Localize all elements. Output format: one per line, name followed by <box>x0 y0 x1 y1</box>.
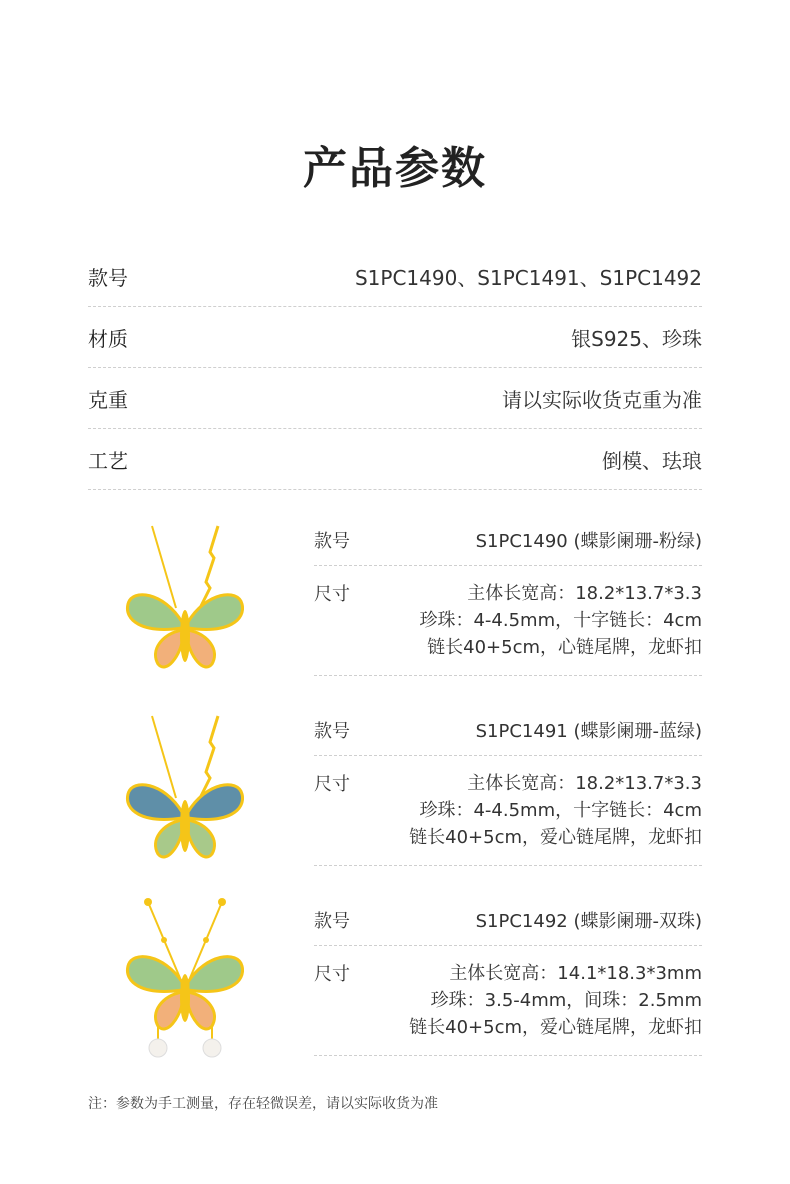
model-value: S1PC1491 (蝶影阑珊-蓝绿) <box>475 720 702 742</box>
product-card-1491 <box>88 702 702 888</box>
product-info <box>314 702 702 866</box>
model-row <box>314 892 702 946</box>
size-row <box>314 946 702 1056</box>
butterfly-necklace-image <box>124 512 244 698</box>
model-label: 款号 <box>314 720 350 742</box>
spec-value: 倒模、珐琅 <box>602 448 702 473</box>
product-card-1492 <box>88 892 702 1078</box>
model-value: S1PC1490 (蝶影阑珊-粉绿) <box>475 530 702 552</box>
spec-key: 工艺 <box>88 448 128 473</box>
spec-table <box>88 246 702 490</box>
size-line: 珍珠：3.5-4mm，间珠：2.5mm <box>430 990 702 1011</box>
size-row <box>314 566 702 676</box>
model-row <box>314 702 702 756</box>
model-label: 款号 <box>314 530 350 552</box>
size-line: 主体长宽高：18.2*13.7*3.3 <box>467 773 702 794</box>
butterfly-necklace-image <box>124 702 244 888</box>
product-card-1490 <box>88 512 702 698</box>
size-line: 主体长宽高：14.1*18.3*3mm <box>449 963 702 984</box>
size-label: 尺寸 <box>314 964 350 985</box>
size-line: 链长40+5cm，爱心链尾牌，龙虾扣 <box>409 827 702 848</box>
spec-value: 请以实际收货克重为准 <box>502 387 702 412</box>
spec-key: 款号 <box>88 265 128 290</box>
size-lines <box>409 770 702 851</box>
spec-key: 克重 <box>88 387 128 412</box>
spec-row-model <box>88 246 702 307</box>
size-line: 珍珠：4-4.5mm，十字链长：4cm <box>419 610 702 631</box>
product-info <box>314 512 702 676</box>
spec-row-material <box>88 307 702 368</box>
size-line: 链长40+5cm，爱心链尾牌，龙虾扣 <box>409 1017 702 1038</box>
size-line: 珍珠：4-4.5mm，十字链长：4cm <box>419 800 702 821</box>
page-title: 产品参数 <box>303 143 487 194</box>
spec-key: 材质 <box>88 326 128 351</box>
size-lines <box>409 960 702 1041</box>
size-label: 尺寸 <box>314 584 350 605</box>
model-label: 款号 <box>314 910 350 932</box>
butterfly-necklace-image <box>124 892 244 1078</box>
size-row <box>314 756 702 866</box>
size-lines <box>419 580 702 661</box>
spec-value: 银S925、珍珠 <box>571 326 702 351</box>
size-line: 链长40+5cm，心链尾牌，龙虾扣 <box>427 637 702 658</box>
model-row <box>314 512 702 566</box>
model-value: S1PC1492 (蝶影阑珊-双珠) <box>475 910 702 932</box>
spec-row-weight <box>88 368 702 429</box>
spec-row-craft <box>88 429 702 490</box>
product-info <box>314 892 702 1056</box>
size-line: 主体长宽高：18.2*13.7*3.3 <box>467 583 702 604</box>
size-label: 尺寸 <box>314 774 350 795</box>
spec-value: S1PC1490、S1PC1491、S1PC1492 <box>354 265 702 290</box>
footnote: 注：参数为手工测量，存在轻微误差，请以实际收货为准 <box>88 1096 438 1112</box>
